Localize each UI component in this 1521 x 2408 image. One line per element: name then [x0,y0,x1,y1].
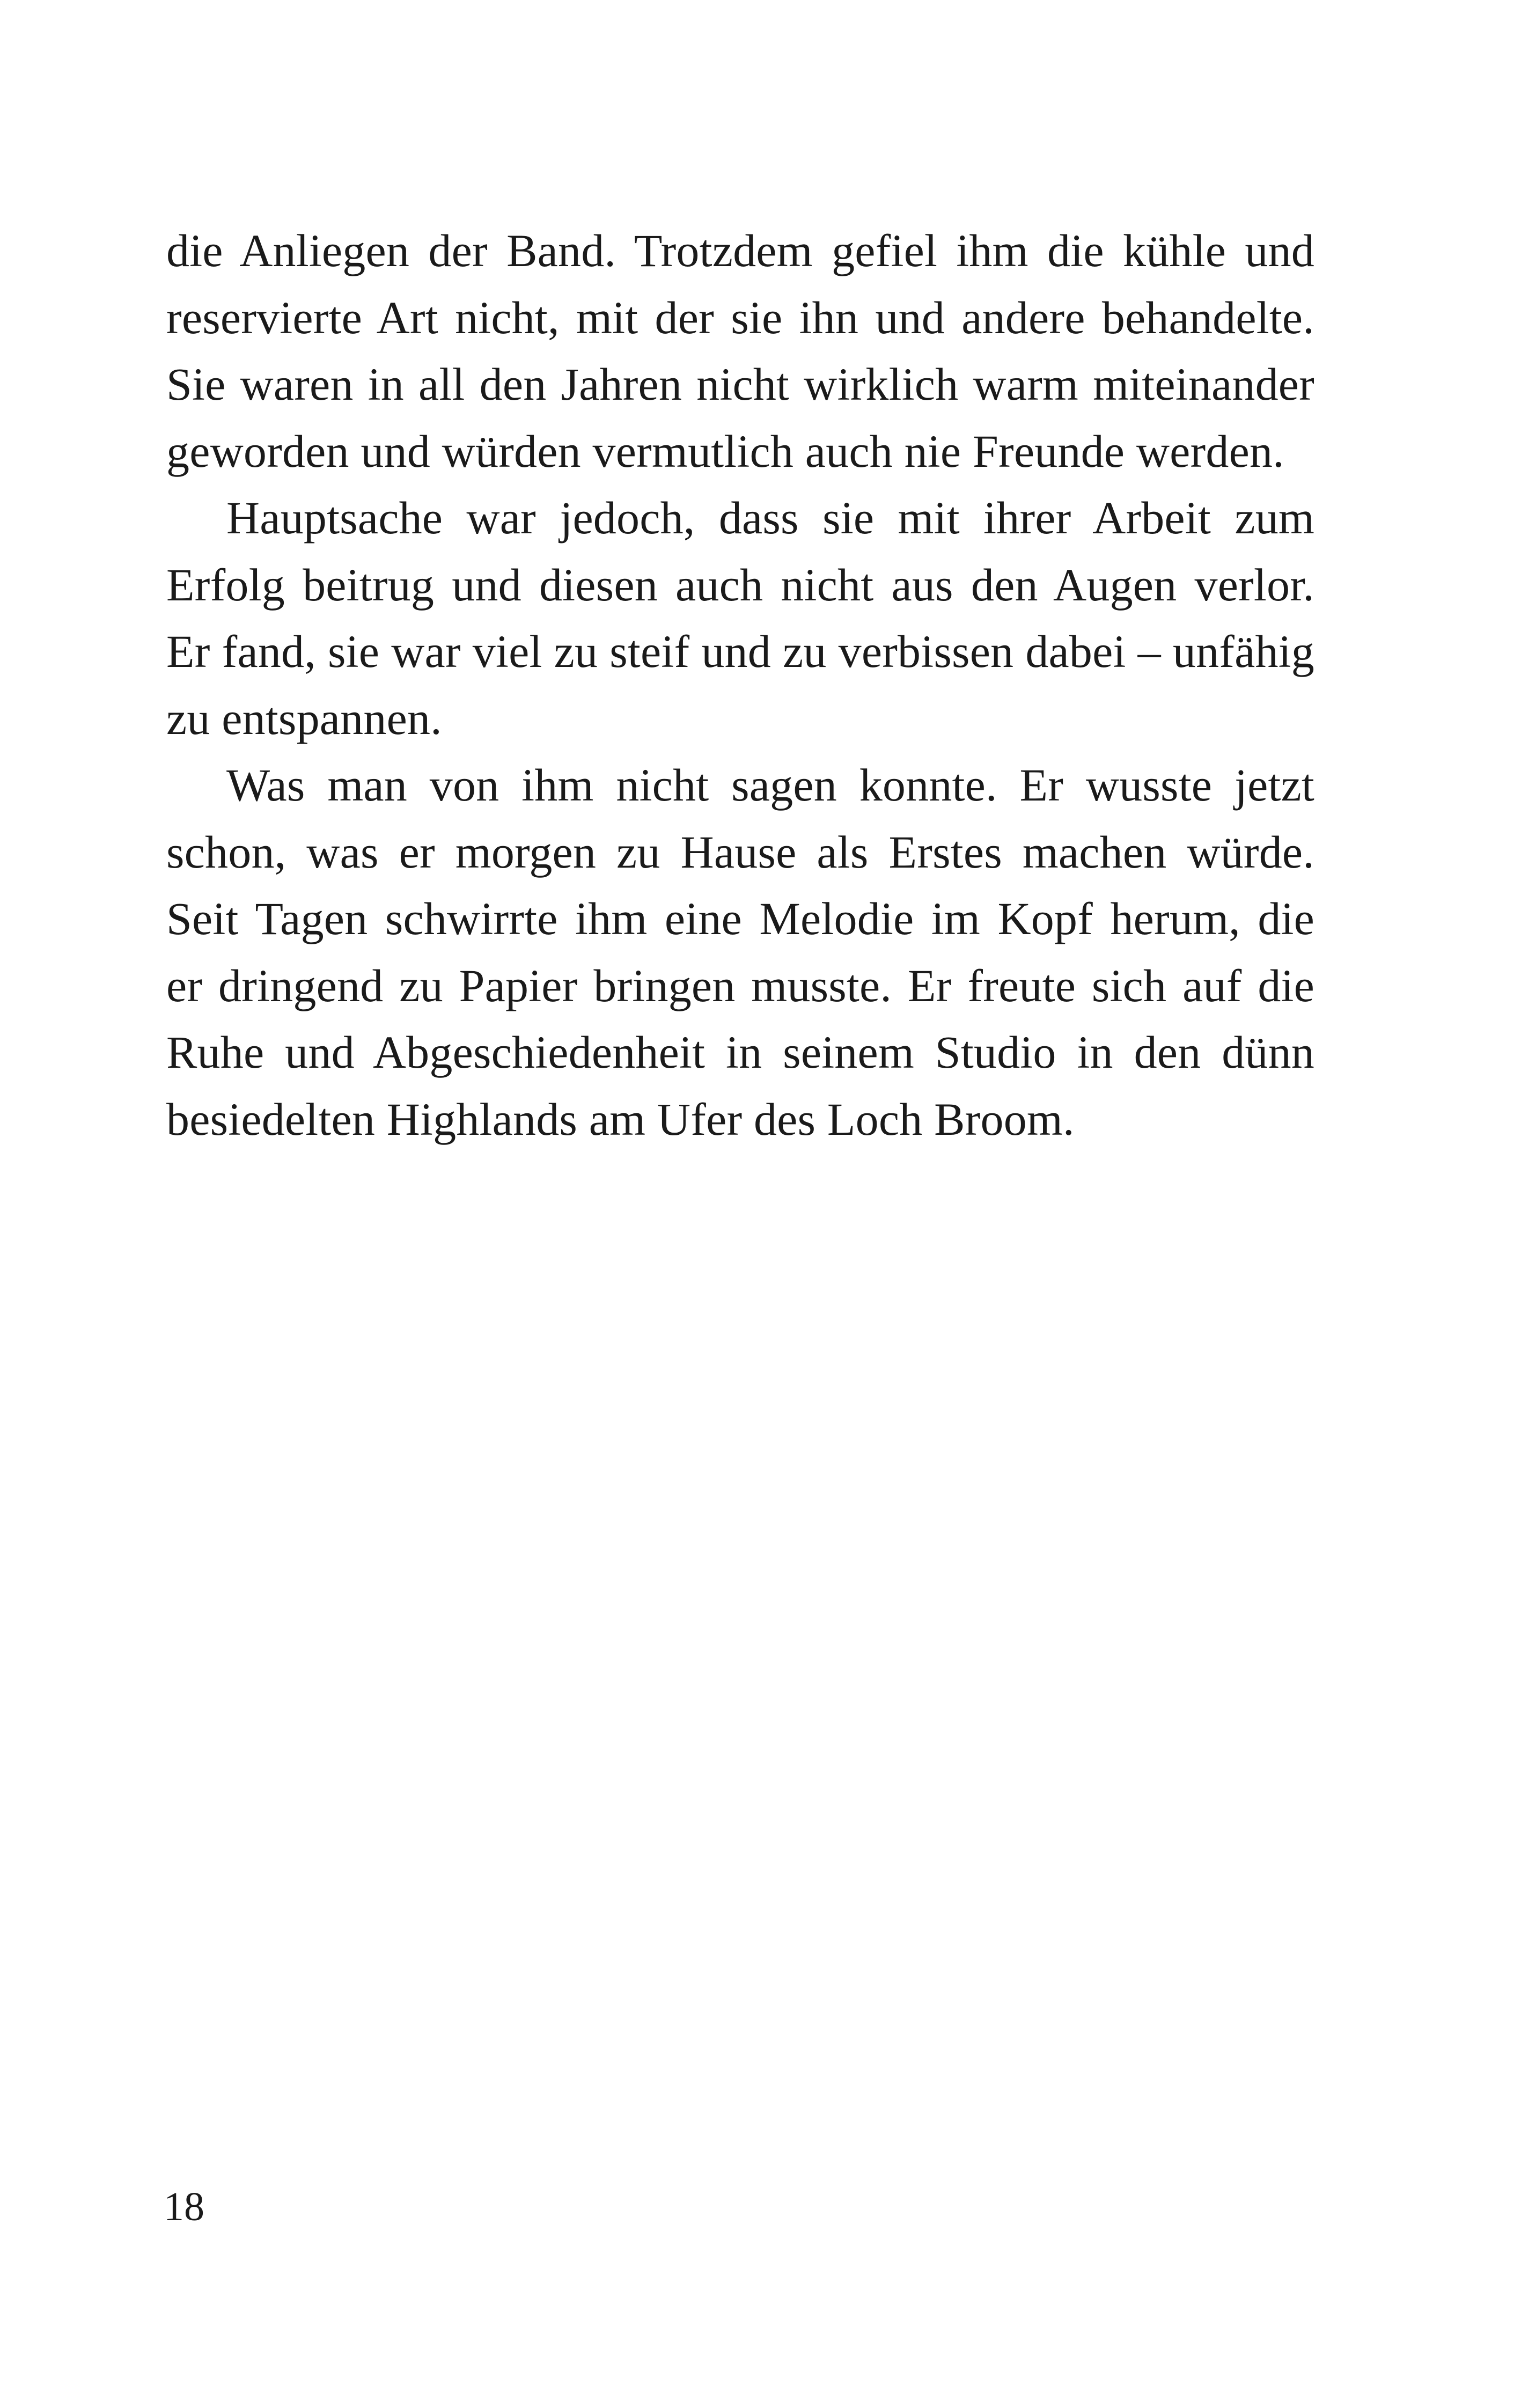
text-line: besiedelten Highlands am Ufer des Loch Broom. [166,1093,1075,1145]
text-line: Sie waren in all den Jahren nicht wirklich warm miteinander [166,358,1314,410]
text-line: Erfolg beitrug und diesen auch nicht aus den Augen verlor. [166,559,1314,611]
text-line: Seit Tagen schwirrte ihm eine Melodie im Kopf herum, die [166,893,1314,944]
text-line: die Anliegen der Band. Trotzdem gefiel ihm die kühle und [166,225,1314,276]
text-line: reservierte Art nicht, mit der sie ihn und andere behandelte. [166,291,1314,343]
text-line: geworden und würden vermutlich auch nie Freunde werden. [166,425,1284,477]
text-line: Hauptsache war jedoch, dass sie mit ihrer Arbeit zum [226,492,1314,544]
text-line: Ruhe und Abgeschiedenheit in seinem Studio in den dünn [166,1026,1314,1078]
text-line: zu entspannen. [166,692,442,744]
text-line: Was man von ihm nicht sagen konnte. Er wusste jetzt [226,759,1314,811]
page-number: 18 [164,2184,204,2229]
text-line: Er fand, sie war viel zu steif und zu verbissen dabei – unfähig [166,626,1314,677]
body-text [166,217,1314,1152]
text-line: er dringend zu Papier bringen musste. Er freute sich auf die [166,959,1314,1011]
text-line: schon, was er morgen zu Hause als Erstes machen würde. [166,826,1314,878]
